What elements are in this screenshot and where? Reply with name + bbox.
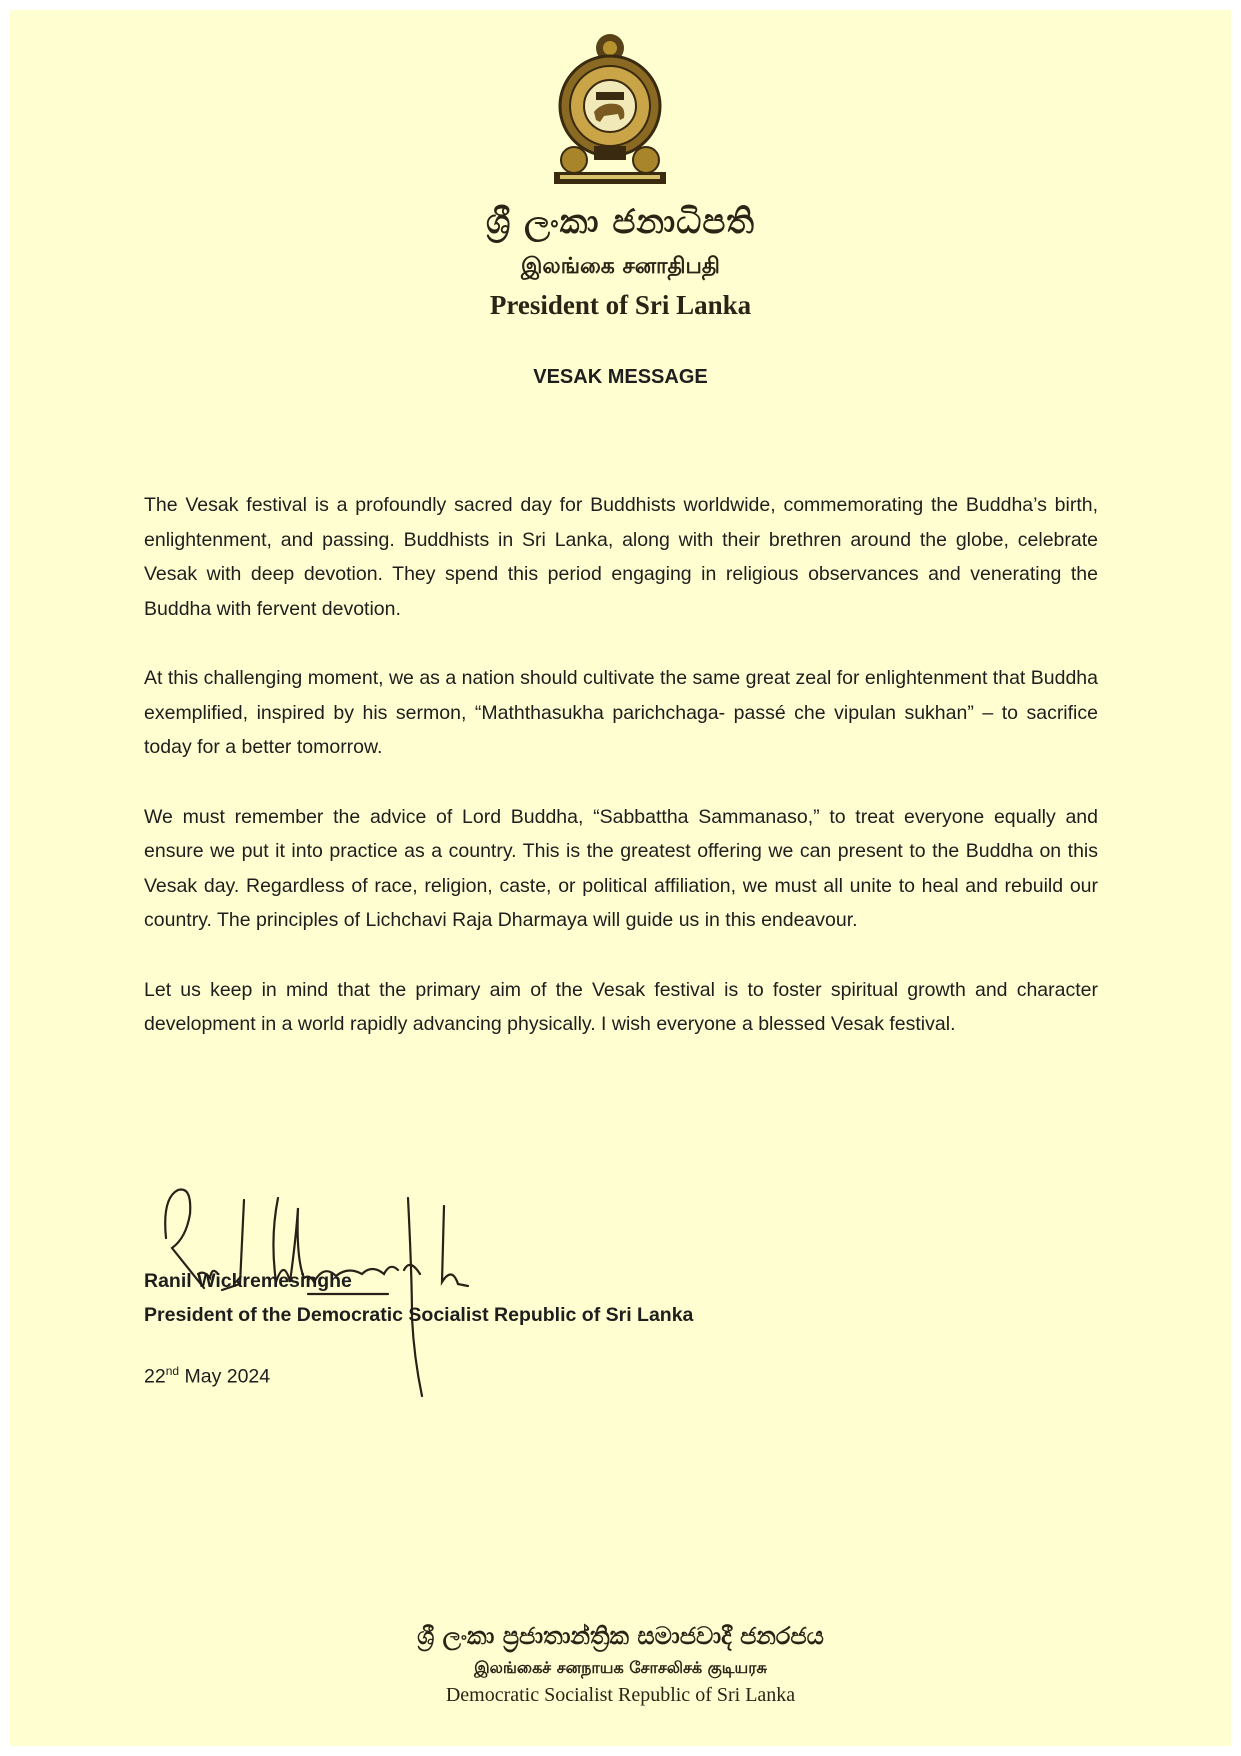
header-title-english: President of Sri Lanka: [489, 290, 752, 320]
letter-page: [10, 10, 1231, 1746]
signatory-name: Ranil Wickremesinghe: [144, 1270, 352, 1292]
footer-tamil: இலங்கைச் சனநாயக சோசலிசக் குடியரசு: [474, 1658, 767, 1677]
signatory-designation: President of the Democratic Socialist Republic of Sri Lanka: [144, 1304, 694, 1326]
paragraph: At this challenging moment, we as a nation should cultivate the same great zeal for enlightenment that Buddha exemplified, inspired by his sermon, “Maththasukha parichchaga- passé che vipulan sukhan” – to sacrifice today for a better tomorrow.: [144, 667, 1098, 758]
footer-sinhala: ශ්‍රී ලංකා ප්‍රජාතාන්ත්‍රික සමාජවාදී ජනරජය: [417, 1622, 824, 1650]
document-title: VESAK MESSAGE: [533, 366, 708, 388]
paragraph: Let us keep in mind that the primary aim of the Vesak festival is to foster spiritual growth and character development in a world rapidly advancing physically. I wish everyone a blessed Vesak festival.: [144, 978, 1098, 1035]
header-title-sinhala: ශ්‍රී ලංකා ජනාධිපති: [486, 202, 755, 242]
paragraph: We must remember the advice of Lord Buddha, “Sabbattha Sammanaso,” to treat everyone equally and ensure we put it into practice as a country. This is the greatest offering we can present to the Buddha on this Vesak day. Regardless of race, religion, caste, or political affiliation, we must all unite to heal and rebuild our country. The principles of Lichchavi Raja Dharmaya will guide us in this endeavour.: [144, 805, 1098, 931]
paragraph: The Vesak festival is a profoundly sacred day for Buddhists worldwide, commemorating the Buddha’s birth, enlightenment, and passing. Buddhists in Sri Lanka, along with their brethren around the globe, celebrate Vesak with deep devotion. They spend this period engaging in religious observances and venerating the Buddha with fervent devotion.: [144, 494, 1098, 620]
letter-date: 22nd May 2024: [144, 1364, 271, 1388]
footer-english: Democratic Socialist Republic of Sri Lanka: [445, 1684, 796, 1706]
header-title-tamil: இலங்கை சனாதிபதி: [521, 254, 720, 279]
message-body: [144, 488, 1098, 1077]
signatory-block: [144, 1264, 693, 1332]
state-emblem-icon: [550, 28, 670, 188]
